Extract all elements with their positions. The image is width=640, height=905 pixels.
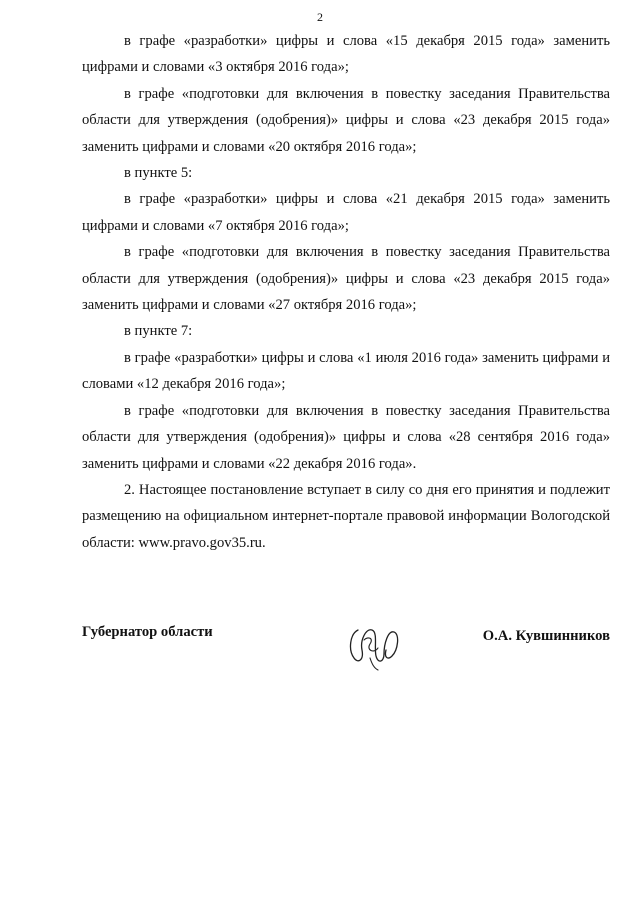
handwritten-signature [344, 620, 404, 672]
paragraph: в графе «подготовки для включения в повестку заседания Правительства области для утверждения (одобрения)» цифры и слова «23 декабря 2015 года» заменить цифрами и словами «20 октября 2016 года»; [82, 85, 610, 155]
signature-block [82, 620, 610, 680]
paragraph: в графе «подготовки для включения в повестку заседания Правительства области для утверждения (одобрения)» цифры и слова «23 декабря 2015 года» заменить цифрами и словами «27 октября 2016 года»; [82, 244, 610, 314]
paragraph: в пункте 7: [124, 323, 193, 340]
page-number: 2 [317, 10, 323, 24]
paragraph: 2. Настоящее постановление вступает в силу со дня его принятия и подлежит размещению на официальном интернет-портале правовой информации Вологодской области: www.pravo.gov35.ru. [82, 481, 610, 551]
paragraph: в графе «подготовки для включения в повестку заседания Правительства области для утверждения (одобрения)» цифры и слова «28 сентября 2016 года» заменить цифрами и словами «22 декабря 2016 года». [82, 402, 610, 472]
paragraph: в пункте 5: [124, 165, 193, 182]
signatory-name: О.А. Кувшинников [482, 628, 610, 644]
signatory-title: Губернатор области [82, 624, 213, 640]
paragraph: в графе «разработки» цифры и слова «15 декабря 2015 года» заменить цифрами и словами «3 октября 2016 года»; [82, 33, 610, 76]
document-body [82, 28, 610, 556]
paragraph: в графе «разработки» цифры и слова «21 декабря 2015 года» заменить цифрами и словами «7 октября 2016 года»; [82, 191, 610, 234]
paragraph: в графе «разработки» цифры и слова «1 июля 2016 года» заменить цифрами и словами «12 декабря 2016 года»; [82, 349, 610, 393]
